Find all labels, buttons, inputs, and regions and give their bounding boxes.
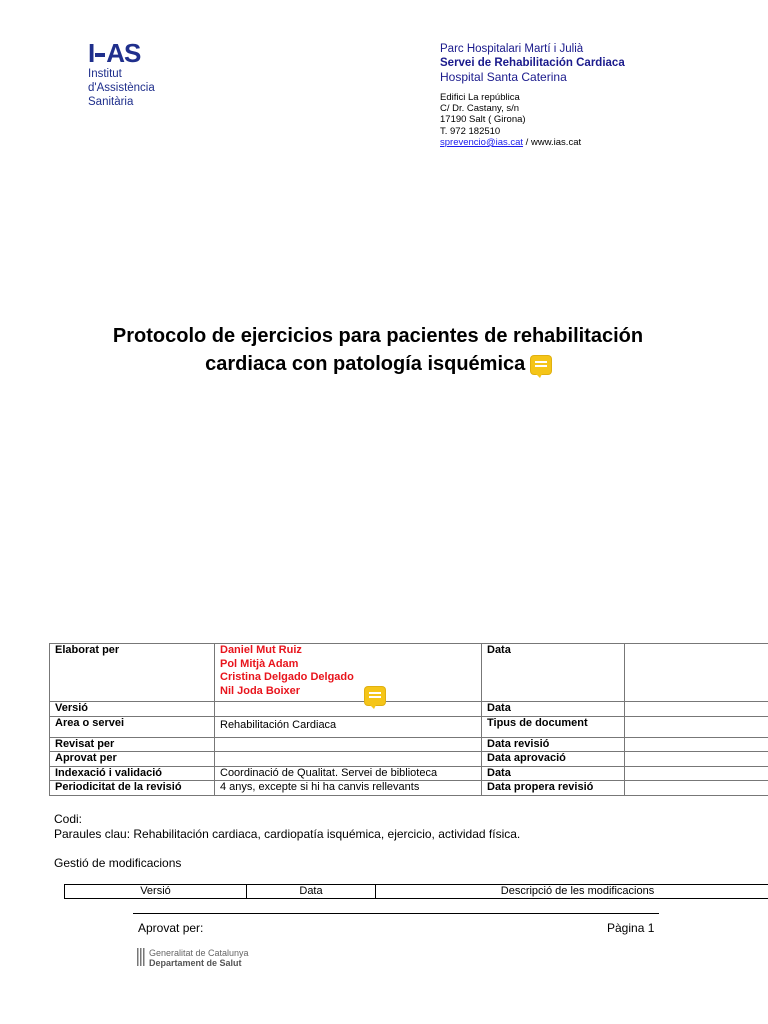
address-block xyxy=(440,92,581,148)
generalitat-emblem-icon xyxy=(137,948,145,966)
table-row xyxy=(50,702,768,717)
title-line-1: Protocolo de ejercicios para pacientes de rehabilitación xyxy=(112,325,644,347)
contact-separator: / xyxy=(523,136,531,148)
tipus-value xyxy=(625,716,768,737)
generalitat-name: Generalitat de Catalunya xyxy=(149,948,249,958)
author-4: Nil Joda Boixer xyxy=(220,684,301,697)
data-revisio-value xyxy=(625,737,768,752)
header-line-2: Servei de Rehabilitación Cardiaca xyxy=(440,57,625,69)
gestio-heading: Gestió de modificacions xyxy=(54,856,182,870)
footer-aprovat: Aprovat per: xyxy=(138,921,204,935)
indexacio-value: Coordinació de Qualitat. Servei de biblioteca xyxy=(215,766,482,781)
periodicitat-label: Periodicitat de la revisió xyxy=(50,781,215,796)
codi-block xyxy=(54,812,520,842)
contact-line xyxy=(440,137,581,148)
data-label: Data xyxy=(482,644,625,702)
generalitat-text xyxy=(149,948,249,968)
table-row xyxy=(50,737,768,752)
table-row xyxy=(50,644,768,702)
address-line-2: C/ Dr. Castany, s/n xyxy=(440,103,520,115)
codi-label: Codi: xyxy=(54,812,83,826)
title-line-2-text: cardiaca con patología isquémica xyxy=(205,353,526,375)
data-revisio-label: Data revisió xyxy=(482,737,625,752)
periodicitat-value: 4 anys, excepte si hi ha canvis rellevants xyxy=(215,781,482,796)
aprovat-label: Aprovat per xyxy=(50,752,215,767)
column-header: Versió xyxy=(65,885,247,899)
versio-value xyxy=(215,702,482,717)
comment-icon[interactable] xyxy=(531,356,551,374)
title-line-2 xyxy=(40,350,716,378)
address-line-3: 17190 Salt ( Girona) xyxy=(440,114,526,126)
document-title xyxy=(40,322,716,378)
data-label: Data xyxy=(482,766,625,781)
logo-line-2: d'Assistència xyxy=(88,82,155,94)
header-line-3: Hospital Santa Caterina xyxy=(440,70,567,84)
author-1: Daniel Mut Ruiz xyxy=(220,644,302,656)
footer-divider xyxy=(133,913,659,914)
data-propera-label: Data propera revisió xyxy=(482,781,625,796)
table-row xyxy=(50,716,768,737)
logo-line-3: Sanitària xyxy=(88,96,134,108)
address-line-4: T. 972 182510 xyxy=(440,125,501,137)
author-3: Cristina Delgado Delgado xyxy=(220,671,354,683)
department-name: Departament de Salut xyxy=(149,958,242,968)
header-block xyxy=(440,42,625,84)
logo-line-1: Institut xyxy=(88,68,122,80)
column-header: Data xyxy=(247,885,376,899)
author-2: Pol Mitjà Adam xyxy=(220,657,299,670)
tipus-label: Tipus de document xyxy=(482,716,625,737)
revisat-label: Revisat per xyxy=(50,737,215,752)
data-aprovacio-value xyxy=(625,752,768,767)
table-row xyxy=(50,781,768,796)
authors-cell xyxy=(215,644,482,702)
ias-logo xyxy=(88,40,208,108)
data-value xyxy=(625,644,768,702)
document-metadata-table xyxy=(49,643,768,796)
comment-icon[interactable] xyxy=(365,687,385,705)
website-text: www.ias.cat xyxy=(530,136,582,148)
column-header: Descripció de les modificacions xyxy=(376,885,768,899)
modifications-table xyxy=(64,884,768,899)
data-value xyxy=(625,702,768,717)
table-row xyxy=(50,752,768,767)
indexacio-label: Indexació i validació xyxy=(50,766,215,781)
generalitat-logo xyxy=(137,948,249,968)
keywords: Paraules clau: Rehabilitación cardiaca, cardiopatía isquémica, ejercicio, actividad física. xyxy=(54,827,521,841)
data-propera-value xyxy=(625,781,768,796)
area-value: Rehabilitación Cardiaca xyxy=(215,716,482,737)
area-label: Area o servei xyxy=(50,716,215,737)
revisat-value xyxy=(215,737,482,752)
aprovat-value xyxy=(215,752,482,767)
table-row xyxy=(50,766,768,781)
table-header-row xyxy=(65,885,768,899)
ias-logo-mark: I AS xyxy=(88,38,141,68)
address-line-1: Edifici La república xyxy=(440,92,520,103)
page-number: Pàgina 1 xyxy=(607,921,655,935)
email-link[interactable]: sprevencio@ias.cat xyxy=(440,136,524,148)
data-value xyxy=(625,766,768,781)
data-label: Data xyxy=(482,702,625,717)
data-aprovacio-label: Data aprovació xyxy=(482,752,625,767)
header-line-1: Parc Hospitalari Martí i Julià xyxy=(440,43,584,55)
versio-label: Versió xyxy=(50,702,215,717)
elaborat-label: Elaborat per xyxy=(50,644,215,702)
